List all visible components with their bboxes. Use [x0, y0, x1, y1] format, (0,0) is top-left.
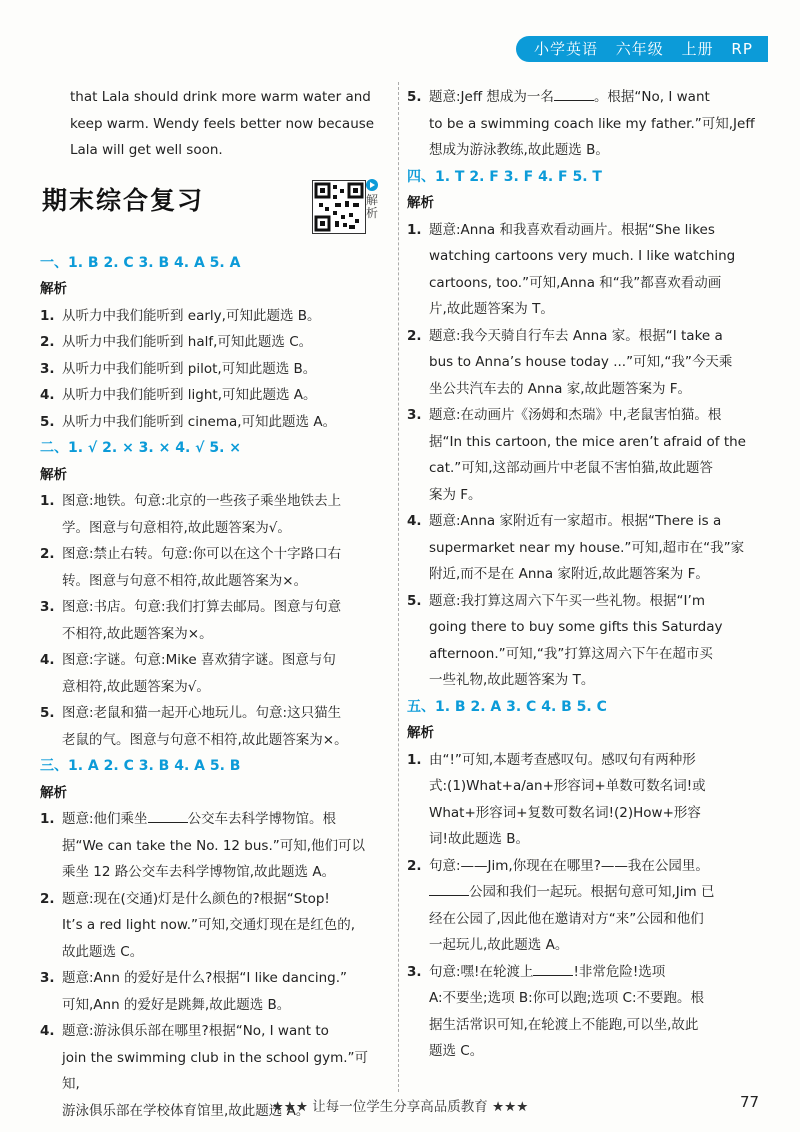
analysis-label: 解析 [407, 725, 434, 741]
list-item: 2. 题意:我今天骑自行车去 Anna 家。根据“I take a bus to Anna’s house today ...”可知,“我”今天乘 坐公共汽车去的 Anna 家,故此题答案为 F。 [407, 327, 733, 397]
list-item: 2. 从听力中我们能听到 half,可知此题选 C。 [40, 334, 313, 350]
list-item: 2. 句意:——Jim,你现在在哪里?——我在公园里。 公园和我们一起玩。根据句意可知,Jim 已 经在公园了,因此他在邀请对方“来”公园和他们 一起玩儿,故此题选 A。 [407, 857, 715, 953]
list-item: 3. 从听力中我们能听到 pilot,可知此题选 B。 [40, 360, 317, 377]
list-item: 2. 图意:禁止右转。句意:你可以在这个十字路口右 转。图意与句意不相符,故此题答案为×。 [40, 546, 342, 589]
section-heading: 五、1. B 2. A 3. C 4. B 5. C [407, 698, 607, 715]
list-item: 3. 题意:在动画片《汤姆和杰瑞》中,老鼠害怕猫。根 据“In this cartoon, the mice aren’t afraid of the cat.”可知,这部动画片中老鼠不害怕猫,故此题答 案为 F。 [407, 407, 746, 503]
answer-blank [554, 86, 594, 101]
list-item: 1. 图意:地铁。句意:北京的一些孩子乘坐地铁去上 学。图意与句意相符,故此题答案为√。 [40, 493, 342, 536]
analysis-label: 解析 [407, 195, 434, 211]
analysis-label: 解析 [40, 281, 67, 297]
left-column [40, 84, 385, 1124]
list-item: 5. 从听力中我们能听到 cinema,可知此题选 A。 [40, 413, 337, 430]
answer-blank [429, 881, 469, 896]
section-heading: 二、1. √ 2. × 3. × 4. √ 5. × [40, 440, 242, 456]
list-item: 1. 题意:Anna 和我喜欢看动画片。根据“She likes watching cartoons very much. I like watching cartoons, too.”可知,Anna 和“我”都喜欢看动画 片,故此题答案为 T。 [407, 221, 736, 317]
list-item: 3. 句意:嘿!在轮渡上 !非常危险!选项 A:不要坐;选项 B:你可以跑;选项 C:不要跑。根 据生活常识可知,在轮渡上不能跑,可以坐,故此 题选 C。 [407, 959, 777, 1065]
analysis-label: 解析 [40, 784, 67, 801]
right-column [407, 84, 777, 1065]
header-subject: 小学英语 [534, 40, 599, 58]
list-item: 4. 从听力中我们能听到 light,可知此题选 A。 [40, 387, 317, 403]
list-item: 3. 题意:Ann 的爱好是什么?根据“I like dancing.” 可知,Ann 的爱好是跳舞,故此题选 B。 [40, 970, 348, 1013]
list-item: 4. 题意:游泳俱乐部在哪里?根据“No, I want to join the swimming club in the school gym.”可知, 游泳俱乐部在学校体育馆里,故此题选 A。 [40, 1023, 369, 1119]
qr-label: 解析 [366, 192, 379, 220]
header-tab [516, 36, 768, 62]
header-term: 上册 [681, 40, 714, 58]
analysis-label: 解析 [40, 466, 67, 483]
intro-line: that Lala should drink more warm water and [70, 89, 371, 105]
list-item: 5. 图意:老鼠和猫一起开心地玩儿。句意:这只猫生 老鼠的气。图意与句意不相符,故此题答案为×。 [40, 705, 348, 748]
list-item: 5. 题意:我打算这周六下午买一些礼物。根据“I’m going there to buy some gifts this Saturday afternoon.”可知,“我”打算这周六下午在超市买 一些礼物,故此题答案为 T。 [407, 592, 723, 688]
qr-code-icon[interactable] [312, 180, 366, 234]
page-title: 期末综合复习 [42, 185, 205, 215]
section-heading: 四、1. T 2. F 3. F 4. F 5. T [407, 168, 602, 185]
list-item: 1. 从听力中我们能听到 early,可知此题选 B。 [40, 307, 321, 324]
footer-slogan: ★★★ 让每一位学生分享高品质教育 ★★★ [271, 1099, 529, 1115]
page-number: 77 [740, 1093, 760, 1111]
list-item: 2. 题意:现在(交通)灯是什么颜色的?根据“Stop! It’s a red light now.”可知,交通灯现在是红色的, 故此题选 C。 [40, 890, 356, 960]
list-item: 1. 由“!”可知,本题考查感叹句。感叹句有两种形 式:(1)What+a/an+形容词+单数可数名词!或 What+形容词+复数可数名词!(2)How+形容 词!故此题选 B。 [407, 751, 706, 847]
section-heading: 三、1. A 2. C 3. B 4. A 5. B [40, 758, 241, 774]
answer-blank [533, 961, 573, 976]
header-edition: RP [731, 40, 753, 58]
list-item: 1. 题意:他们乘坐 公交车去科学博物馆。根 据“We can take the No. 12 bus.”可知,他们可以 乘坐 12 路公交车去科学博物馆,故此题选 A。 [40, 806, 385, 886]
intro-line: Lala will get well soon. [70, 142, 223, 158]
section-title-row [40, 180, 385, 250]
play-icon[interactable] [366, 179, 378, 191]
list-item: 4. 图意:字谜。句意:Mike 喜欢猜字谜。图意与句 意相符,故此题答案为√。 [40, 652, 336, 695]
answer-blank [148, 808, 188, 823]
section-heading: 一、1. B 2. C 3. B 4. A 5. A [40, 254, 241, 271]
list-item: 5. 题意:Jeff 想成为一名 。根据“No, I want to be a swimming coach like my father.”可知,Jeff 想成为游泳教练,故此题选 B。 [407, 84, 777, 164]
list-item: 4. 题意:Anna 家附近有一家超市。根据“There is a supermarket near my house.”可知,超市在“我”家 附近,而不是在 Anna 家附近,故此题答案为 F。 [407, 513, 745, 582]
intro-line: keep warm. Wendy feels better now because [70, 115, 375, 132]
header-grade: 六年级 [615, 40, 664, 58]
column-divider [398, 82, 399, 1092]
list-item: 3. 图意:书店。句意:我们打算去邮局。图意与句意 不相符,故此题答案为×。 [40, 599, 342, 642]
